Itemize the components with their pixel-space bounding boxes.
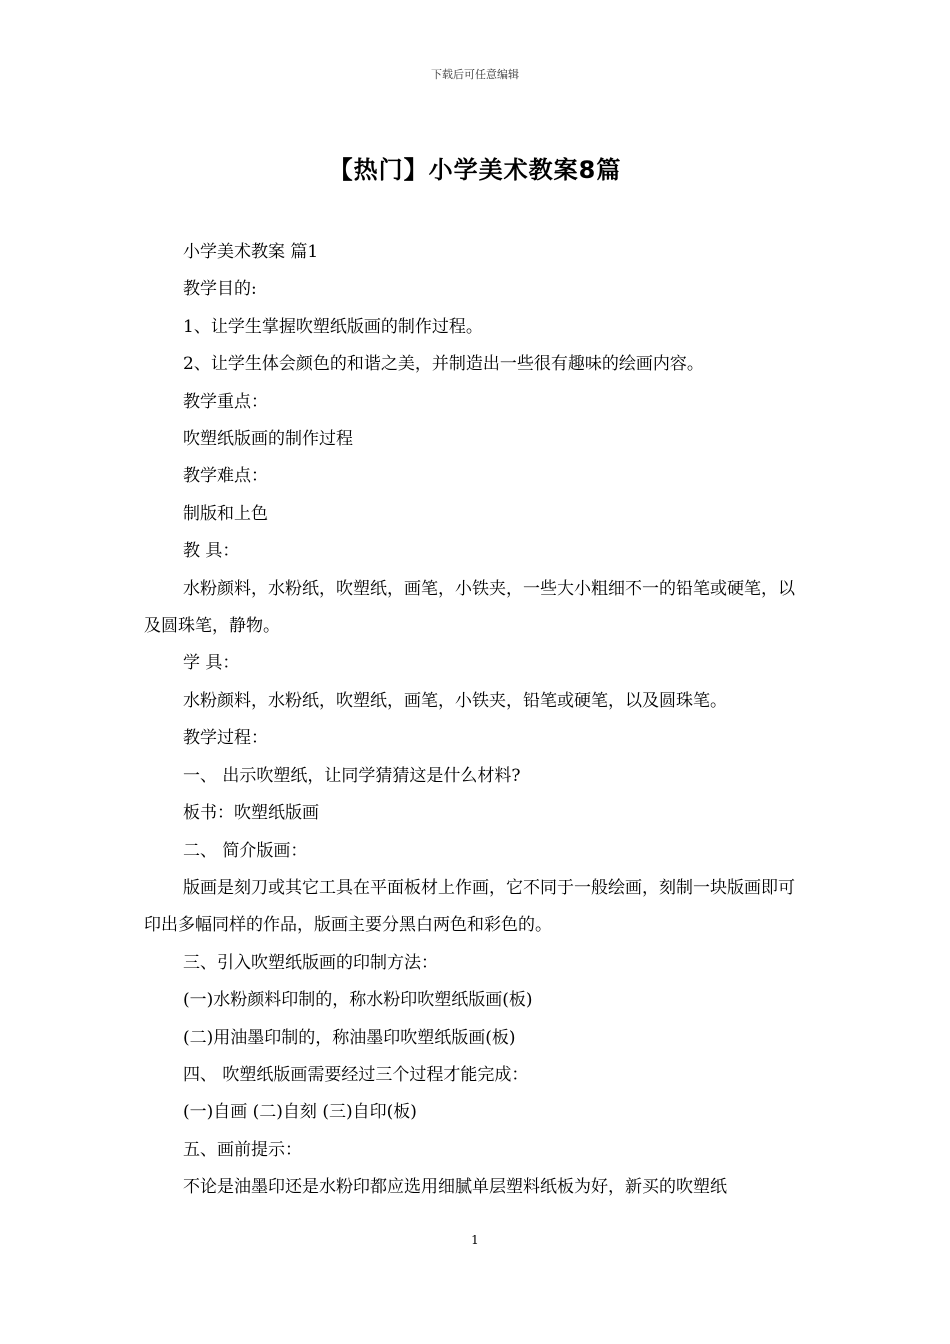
paragraph: 水粉颜料，水粉纸，吹塑纸，画笔，小铁夹，铅笔或硬笔，以及圆珠笔。 [183,690,727,711]
paragraph: 吹塑纸版画的制作过程 [183,429,353,450]
paragraph: 教学难点： [183,466,268,487]
paragraph: 二、 简介版画： [183,840,308,861]
paragraph: 教学目的: [183,279,257,300]
paragraph: 1、让学生掌握吹塑纸版画的制作过程。 [183,316,483,337]
paragraph: (一)自画 (二)自刻 (三)自印(板) [183,1102,417,1123]
paragraph: 四、 吹塑纸版画需要经过三个过程才能完成： [183,1064,529,1085]
paragraph: (二)用油墨印制的，称油墨印吹塑纸版画(板) [183,1027,516,1048]
paragraph: 板书：吹塑纸版画 [183,803,319,824]
paragraph: 一、 出示吹塑纸，让同学猜猜这是什么材料? [183,765,521,786]
paragraph: (一)水粉颜料印制的，称水粉印吹塑纸版画(板) [183,990,533,1011]
paragraph: 教学重点： [183,391,268,412]
header-note: 下载后可任意编辑 [431,68,519,81]
paragraph: 不论是油墨印还是水粉印都应选用细腻单层塑料纸板为好，新买的吹塑纸 [183,1177,727,1198]
paragraph: 三、引入吹塑纸版画的印制方法： [183,952,438,973]
paragraph: 水粉颜料，水粉纸，吹塑纸，画笔，小铁夹，一些大小粗细不一的铅笔或硬笔，以及圆珠笔，静物。 [144,578,795,637]
paragraph: 2、让学生体会颜色的和谐之美，并制造出一些很有趣味的绘画内容。 [183,354,704,375]
paragraph: 小学美术教案 篇1 [183,242,319,262]
paragraph: 教 具： [183,541,240,562]
paragraph: 教学过程： [183,728,268,749]
document-title: 【热门】小学美术教案8篇 [328,156,622,184]
paragraph: 学 具： [183,653,240,674]
document-body [144,234,808,1207]
paragraph: 版画是刻刀或其它工具在平面板材上作画，它不同于一般绘画，刻制一块版画即可印出多幅同样的作品，版画主要分黑白两色和彩色的。 [144,877,795,936]
paragraph: 制版和上色 [183,503,268,524]
paragraph: 五、画前提示： [183,1139,302,1160]
page-number: 1 [471,1233,479,1247]
